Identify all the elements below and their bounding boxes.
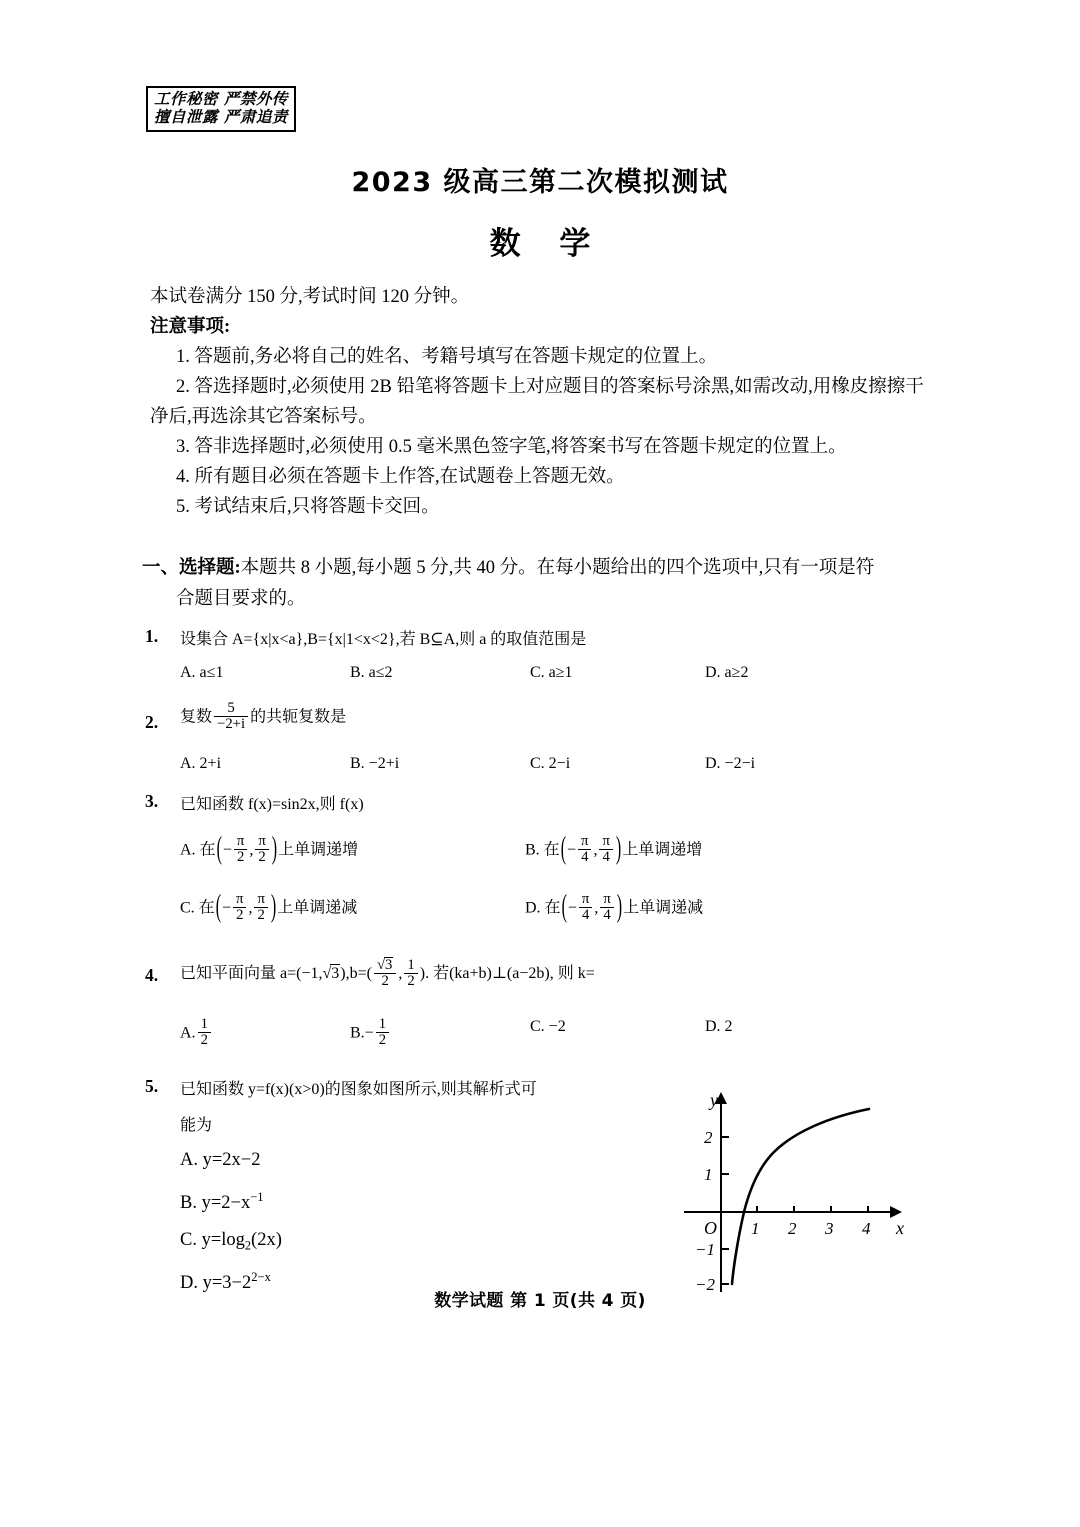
q4-frac-2 [404,958,417,990]
option-3-C-tail: 上单调递减 [277,899,358,917]
option-3-D-lo-den: 4 [579,907,592,923]
option-5-C-tail: (2x) [251,1230,282,1250]
option-1-A[interactable]: A. a≤1 [180,664,224,681]
option-2-B[interactable]: B. −2+i [350,755,400,772]
option-3-A-lo-den: 2 [234,849,247,865]
option-3-B-label: B. 在 [525,841,560,859]
question-stem-5-line1: 已知函数 y=f(x)(x>0)的图象如图所示,则其解析式可 [180,1081,537,1098]
y-axis-label: y [710,1092,718,1110]
option-3-B-lo-num: π [581,833,589,849]
option-5-C-base: 2 [244,1238,252,1253]
option-4-B-sign: − [364,1024,374,1042]
option-3-B-lower [578,834,591,866]
option-3-D-hi-den: 4 [600,907,613,923]
y-tick-label-1: 1 [704,1165,713,1184]
y-tick-label-2: 2 [704,1128,713,1147]
question-stem-4: 已知平面向量 a=(−1,√3),b=( $\frac{√3}{2}$ , $\frac{1}{2}$ ). 若(ka+b)⊥(a−2b), 则 k= [180,956,595,990]
option-3-D-label: D. 在 [525,899,561,917]
question-stem-1: 设集合 A={x|x<a},B={x|1<x<2},若 B⊆A,则 a 的取值范围是 [180,631,587,648]
confidentiality-stamp [146,86,296,132]
score-line: 本试卷满分 150 分,考试时间 120 分钟。 [150,287,470,307]
question-stem-2 [180,702,346,734]
option-3-C-lower [233,892,246,924]
option-3-A-label: A. 在 [180,841,216,859]
y-tick-label-neg1: −1 [695,1240,715,1259]
section-heading [142,553,942,615]
paren-open-icon: ( [216,831,222,866]
option-3-C-upper [254,892,267,924]
q2-frac-numerator: 5 [227,700,235,716]
q4-frac2-num: 1 [407,956,415,973]
page-footer: 数学试题 第 1 页(共 4 页) [434,1291,646,1311]
q2-stem-pre: 复数 [180,708,213,726]
paren-close-icon: ) [270,889,277,924]
option-4-C[interactable]: C. −2 [530,1018,566,1035]
question-number-4: 4. [145,965,159,985]
x-axis-label: x [896,1218,904,1238]
section-desc-line2: 合题目要求的。 [176,589,306,610]
notice-item-1: 1. 答题前,务必将自己的姓名、考籍号填写在答题卡规定的位置上。 [176,346,718,367]
function-curve [732,1109,869,1284]
sqrt-icon: √3 [322,965,340,983]
question-number-5: 5. [145,1076,159,1096]
instructions-block [150,283,940,523]
q4-frac-1 [374,957,396,990]
option-5-D-exponent: 2−x [251,1270,271,1284]
notice-item-2: 2. 答选择题时,必须使用 2B 铅笔将答题卡上对应题目的答案标号涂黑,如需改动,用橡皮擦擦干净后,再选涂其它答案标号。 [150,376,924,427]
option-3-C-label: C. 在 [180,899,215,917]
option-4-B-num: 1 [378,1016,387,1032]
option-3-D-upper [600,892,613,924]
option-3-A-hi-den: 2 [255,849,268,865]
section-label: 一、选择题: [142,558,241,578]
option-3-A-lo-num: π [236,833,245,849]
option-3-D-hi-num: π [603,891,611,907]
q2-fraction [214,701,248,733]
option-4-B-frac [376,1017,389,1049]
notice-item-3: 3. 答非选择题时,必须使用 0.5 毫米黑色签字笔,将答案书写在答题卡规定的位置上。 [176,436,847,457]
stamp-line-2: 擅自泄露 严肃追责 [154,108,288,127]
option-3-B-tail: 上单调递增 [622,841,703,859]
origin-label: O [704,1218,717,1238]
option-3-B-upper [599,834,612,866]
q4-frac1-num: √3 [376,957,393,973]
option-3-A-upper [255,834,268,866]
option-5-D-label: D. y=3−2 [180,1273,252,1294]
q2-frac-denominator: −2+i [214,716,248,732]
option-2-C[interactable]: C. 2−i [530,755,571,772]
q4-frac2-den: 2 [404,973,417,989]
option-4-D[interactable]: D. 2 [705,1018,733,1035]
q4-stem-b: ),b=( [340,965,372,983]
question-stem-5-line2: 能为 [180,1117,213,1134]
option-5-C-label: C. y=log [180,1230,245,1250]
option-4-A-num: 1 [200,1016,208,1032]
q4-stem-c: ). 若(ka+b)⊥(a−2b), 则 k= [419,965,595,983]
q4-frac1-den: 2 [374,973,396,989]
paren-close-icon: ) [616,889,623,924]
q4-stem-a: 已知平面向量 a=(−1, [180,965,323,983]
option-4-A-den: 2 [198,1032,211,1048]
option-5-B-label: B. y=2−x [180,1193,251,1214]
option-4-B-label: B. [350,1024,365,1042]
option-3-C-hi-den: 2 [254,907,267,923]
x-tick-label-3: 3 [825,1219,834,1238]
option-3-A-hi-num: π [258,833,266,849]
question-5-graph-figure [684,1092,914,1292]
exam-title: 2023 级高三第二次模拟测试 [351,167,729,198]
q4-sqrt-radicand: 3 [331,965,340,983]
option-5-B[interactable] [180,1190,264,1214]
option-3-A[interactable]: A. 在(− $\frac{\pi}{2}$ , $\frac{\pi}{2}$ )上单调递增 [180,831,359,866]
q4-frac1-radicand: 3 [385,957,393,973]
paren-open-icon: ( [560,831,567,866]
question-number-1: 1. [145,626,159,646]
option-3-C[interactable]: C. 在(− $\frac{\pi}{2}$ , $\frac{\pi}{2}$ )上单调递减 [180,889,358,924]
option-5-A[interactable]: A. y=2x−2 [180,1150,261,1170]
stamp-line-1: 工作秘密 严禁外传 [154,90,288,108]
option-4-B[interactable] [350,1018,391,1050]
option-3-C-hi-num: π [257,891,265,907]
option-3-A-lower [234,834,247,866]
notice-item-5: 5. 考试结束后,只将答题卡交回。 [176,496,440,517]
notice-item-4: 4. 所有题目必须在答题卡上作答,在试题卷上答题无效。 [176,466,625,487]
option-4-A[interactable] [180,1018,213,1050]
question-number-2: 2. [145,712,159,732]
paren-open-icon: ( [215,889,222,924]
option-3-B[interactable]: B. 在(− $\frac{\pi}{4}$ , $\frac{\pi}{4}$ )上单调递增 [525,831,703,866]
option-5-C[interactable] [180,1230,282,1254]
option-1-D[interactable]: D. a≥2 [705,664,749,681]
option-3-D-lower [579,892,592,924]
option-4-A-frac [198,1017,211,1049]
option-3-C-lo-den: 2 [233,907,246,923]
paren-close-icon: ) [271,831,278,866]
option-3-D-tail: 上单调递减 [623,899,704,917]
option-4-A-label: A. [180,1024,196,1042]
x-tick-label-2: 2 [788,1219,797,1238]
option-3-A-tail: 上单调递增 [278,841,359,859]
option-3-B-hi-den: 4 [599,849,612,865]
option-3-D-lo-num: π [581,891,590,907]
option-4-B-den: 2 [376,1032,389,1048]
y-tick-label-neg2: −2 [695,1275,715,1292]
question-number-3: 3. [145,791,159,811]
option-5-B-exponent: −1 [250,1190,264,1204]
option-2-A[interactable]: A. 2+i [180,755,222,772]
option-1-B[interactable]: B. a≤2 [350,664,393,681]
q2-stem-post: 的共轭复数是 [250,708,347,726]
x-tick-label-4: 4 [862,1219,871,1238]
option-3-B-lo-den: 4 [578,849,591,865]
x-tick-label-1: 1 [751,1219,760,1238]
section-desc-line1: 本题共 8 小题,每小题 5 分,共 40 分。在每小题给出的四个选项中,只有一项是符 [240,558,875,578]
paren-open-icon: ( [561,889,567,924]
function-graph-svg [684,1092,914,1292]
option-1-C[interactable]: C. a≥1 [530,664,573,681]
option-2-D[interactable]: D. −2−i [705,755,756,772]
option-3-C-lo-num: π [236,891,244,907]
notice-label: 注意事项: [150,316,231,337]
question-stem-3: 已知函数 f(x)=sin2x,则 f(x) [180,796,364,813]
option-3-D[interactable]: D. 在(− $\frac{\pi}{4}$ , $\frac{\pi}{4}$ )上单调递减 [525,889,704,924]
option-3-B-hi-num: π [602,833,610,849]
paren-close-icon: ) [615,831,622,866]
subject-title: 数 学 [489,226,605,262]
x-axis-arrow-icon [890,1206,902,1218]
